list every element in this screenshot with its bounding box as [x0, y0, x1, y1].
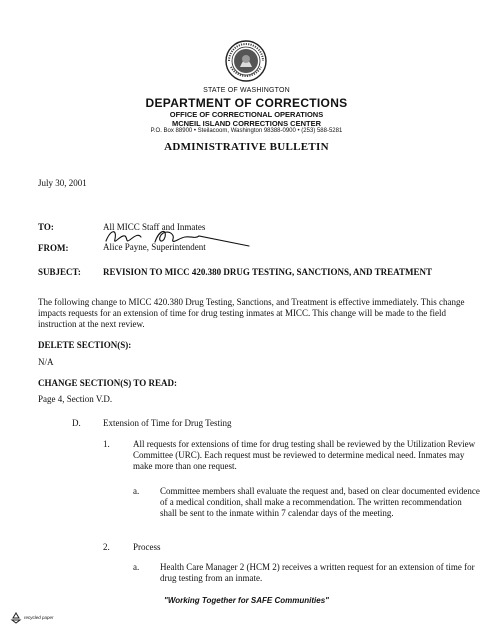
letterhead-state: STATE OF WASHINGTON: [203, 87, 290, 94]
delete-section-heading: DELETE SECTION(S):: [38, 340, 132, 350]
document-title: ADMINISTRATIVE BULLETIN: [164, 141, 329, 153]
from-value: Alice Payne, Superintendent: [103, 242, 206, 252]
state-seal-icon: [225, 40, 267, 82]
section-d-title: Extension of Time for Drug Testing: [103, 418, 232, 428]
to-label: TO:: [38, 222, 54, 232]
subject-value: REVISION TO MICC 420.380 DRUG TESTING, SANCTIONS, AND TREATMENT: [103, 267, 432, 277]
item-2a-marker: a.: [133, 562, 140, 572]
recycle-icon: [10, 612, 22, 624]
item-1a-marker: a.: [133, 486, 140, 496]
section-d-marker: D.: [72, 418, 81, 428]
item-2a-text: Health Care Manager 2 (HCM 2) receives a written request for an extension of time for drug testing from an inmate.: [160, 562, 475, 583]
letterhead-office: OFFICE OF CORRECTIONAL OPERATIONS: [169, 110, 324, 119]
intro-paragraph: The following change to MICC 420.380 Drug Testing, Sanctions, and Treatment is effective immediately. This change impacts requests for an extension of time for drug testing inmates at MICC. This change will be made to the field instruction at the next review.: [38, 297, 465, 329]
item-1a-text: Committee members shall evaluate the request and, based on clear documented evidence of a medical condition, shall make a recommendation. The written recommendation shall be sent to the inmate within 7 calendar days of the meeting.: [160, 486, 480, 518]
delete-section-value: N/A: [38, 357, 54, 367]
change-section-heading: CHANGE SECTION(S) TO READ:: [38, 378, 177, 388]
item-1-number: 1.: [103, 439, 110, 449]
to-value: All MICC Staff and Inmates: [103, 222, 206, 232]
item-2-text: Process: [133, 542, 161, 552]
item-2-number: 2.: [103, 542, 110, 552]
letterhead-department: DEPARTMENT OF CORRECTIONS: [145, 96, 348, 110]
footer-motto: "Working Together for SAFE Communities": [164, 596, 329, 605]
document-date: July 30, 2001: [38, 178, 87, 188]
from-label: FROM:: [38, 243, 69, 253]
recycled-paper-label: recycled paper: [24, 615, 54, 620]
letterhead-address: P.O. Box 88900 • Steilacoom, Washington 98388-0900 • (253) 588-5281: [150, 128, 343, 134]
signature-mark: [103, 224, 253, 254]
subject-label: SUBJECT:: [38, 267, 81, 277]
item-1-text: All requests for extensions of time for drug testing shall be reviewed by the Utilization Review Committee (URC). Each request must be reviewed to determine medical need. Inmates may make more than one request.: [133, 439, 476, 471]
page-reference: Page 4, Section V.D.: [38, 394, 113, 404]
letterhead-center: MCNEIL ISLAND CORRECTIONS CENTER: [171, 119, 322, 128]
